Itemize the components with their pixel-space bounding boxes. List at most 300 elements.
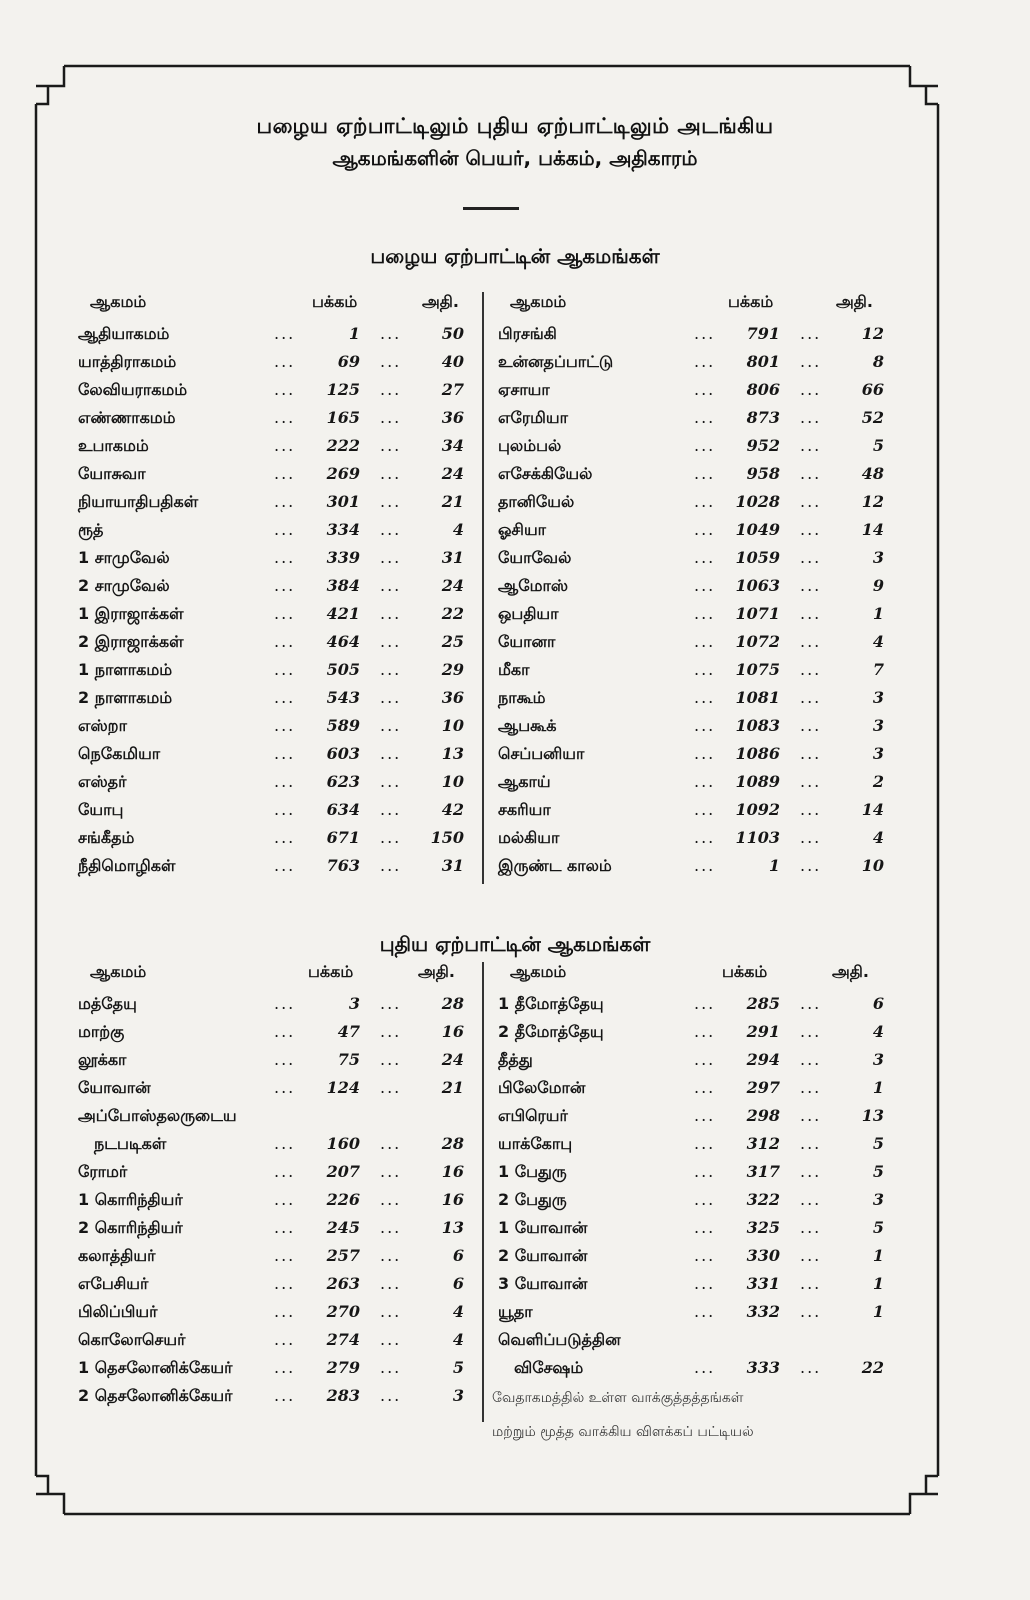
page-number: 332 xyxy=(746,1302,780,1321)
leader-dots: ... xyxy=(694,1190,716,1209)
page-number: 603 xyxy=(326,744,360,763)
table-row xyxy=(492,1130,887,1158)
table-row xyxy=(492,1326,887,1354)
table-row xyxy=(492,544,887,572)
book-name: ஆதியாகமம் xyxy=(78,324,170,343)
chapter-count: 5 xyxy=(872,1162,884,1181)
chapter-count: 34 xyxy=(441,436,464,455)
page-number: 958 xyxy=(746,464,780,483)
leader-dots: ... xyxy=(800,464,822,483)
book-name: எசேக்கியேல் xyxy=(498,464,593,483)
leader-dots: ... xyxy=(274,994,296,1013)
chapter-count: 36 xyxy=(441,408,464,427)
table-row xyxy=(72,1130,467,1158)
page-number: 1081 xyxy=(735,688,780,707)
leader-dots: ... xyxy=(694,828,716,847)
table-row xyxy=(492,1298,887,1326)
leader-dots: ... xyxy=(380,688,402,707)
page-title-line-1: பழைய ஏற்பாட்டிலும் புதிய ஏற்பாட்டிலும் அடங்கிய xyxy=(256,114,774,138)
leader-dots: ... xyxy=(694,520,716,539)
page-number: 75 xyxy=(337,1050,360,1069)
leader-dots: ... xyxy=(274,688,296,707)
leader-dots: ... xyxy=(274,1050,296,1069)
book-name: தானியேல் xyxy=(498,492,575,511)
leader-dots: ... xyxy=(800,548,822,567)
column-header-book: ஆகமம் xyxy=(90,962,147,981)
leader-dots: ... xyxy=(274,828,296,847)
leader-dots: ... xyxy=(274,856,296,875)
leader-dots: ... xyxy=(274,548,296,567)
leader-dots: ... xyxy=(800,408,822,427)
book-name: புலம்பல் xyxy=(498,436,562,455)
table-row xyxy=(492,1242,887,1270)
book-name: நியாயாதிபதிகள் xyxy=(78,492,199,511)
page-number: 270 xyxy=(326,1302,360,1321)
leader-dots: ... xyxy=(274,352,296,371)
leader-dots: ... xyxy=(380,1386,402,1405)
leader-dots: ... xyxy=(380,492,402,511)
chapter-count: 7 xyxy=(872,660,884,679)
table-row xyxy=(72,376,467,404)
table-row xyxy=(492,1074,887,1102)
chapter-count: 1 xyxy=(872,1246,884,1265)
chapter-count: 13 xyxy=(441,744,464,763)
leader-dots: ... xyxy=(694,1358,716,1377)
chapter-count: 12 xyxy=(861,324,884,343)
chapter-count: 10 xyxy=(861,856,884,875)
book-name: 2 பேதுரு xyxy=(498,1190,567,1209)
page-number: 334 xyxy=(326,520,360,539)
chapter-count: 5 xyxy=(872,1134,884,1153)
chapter-count: 1 xyxy=(872,604,884,623)
page-number: 274 xyxy=(326,1330,360,1349)
leader-dots: ... xyxy=(694,1078,716,1097)
column-header-chapters: அதி. xyxy=(832,962,869,981)
book-name: தீத்து xyxy=(498,1050,533,1069)
chapter-count: 13 xyxy=(441,1218,464,1237)
table-row xyxy=(492,348,887,376)
book-name: சகரியா xyxy=(498,800,551,819)
page-number: 330 xyxy=(746,1246,780,1265)
leader-dots: ... xyxy=(800,1274,822,1293)
table-row xyxy=(492,376,887,404)
chapter-count: 28 xyxy=(441,1134,464,1153)
book-name: 1 இராஜாக்கள் xyxy=(78,604,184,623)
page-number: 1 xyxy=(768,856,780,875)
leader-dots: ... xyxy=(380,436,402,455)
leader-dots: ... xyxy=(380,1134,402,1153)
leader-dots: ... xyxy=(694,576,716,595)
leader-dots: ... xyxy=(380,408,402,427)
book-name: ஏசாயா xyxy=(498,380,550,399)
table-row xyxy=(72,740,467,768)
page-number: 124 xyxy=(326,1078,360,1097)
page-number: 279 xyxy=(326,1358,360,1377)
leader-dots: ... xyxy=(694,772,716,791)
table-row xyxy=(72,990,467,1018)
book-name: எபிரெயர் xyxy=(498,1106,568,1125)
leader-dots: ... xyxy=(380,632,402,651)
footer-note-line-2: மற்றும் மூத்த வாக்கிய விளக்கப் பட்டியல் xyxy=(492,1424,754,1440)
column-divider xyxy=(482,292,484,884)
table-row xyxy=(72,1074,467,1102)
page-number: 1063 xyxy=(735,576,780,595)
page-number: 222 xyxy=(326,436,360,455)
leader-dots: ... xyxy=(800,856,822,875)
chapter-count: 27 xyxy=(441,380,464,399)
leader-dots: ... xyxy=(380,1162,402,1181)
leader-dots: ... xyxy=(800,1050,822,1069)
leader-dots: ... xyxy=(694,380,716,399)
book-name: மீகா xyxy=(498,660,530,679)
table-row xyxy=(72,684,467,712)
page-number: 1059 xyxy=(735,548,780,567)
book-name: 2 கொரிந்தியர் xyxy=(78,1218,183,1237)
chapter-count: 42 xyxy=(441,800,464,819)
leader-dots: ... xyxy=(694,324,716,343)
book-name: லூக்கா xyxy=(78,1050,127,1069)
page-number: 623 xyxy=(326,772,360,791)
book-name: விசேஷம் xyxy=(514,1358,584,1377)
page-number: 505 xyxy=(326,660,360,679)
leader-dots: ... xyxy=(274,464,296,483)
chapter-count: 14 xyxy=(861,800,884,819)
table-row xyxy=(72,516,467,544)
footer-note-line-1: வேதாகமத்தில் உள்ள வாக்குத்தத்தங்கள் xyxy=(492,1390,744,1406)
chapter-count: 150 xyxy=(430,828,464,847)
leader-dots: ... xyxy=(694,1162,716,1181)
leader-dots: ... xyxy=(694,744,716,763)
table-row xyxy=(72,628,467,656)
book-name: யோசுவா xyxy=(78,464,146,483)
page-number: 291 xyxy=(746,1022,780,1041)
leader-dots: ... xyxy=(380,1274,402,1293)
book-name: யாத்திராகமம் xyxy=(78,352,177,371)
column-header-book: ஆகமம் xyxy=(510,292,567,311)
book-name: 2 நாளாகமம் xyxy=(78,688,173,707)
new-testament-heading: புதிய ஏற்பாட்டின் ஆகமங்கள் xyxy=(379,932,651,956)
table-row xyxy=(72,1158,467,1186)
chapter-count: 10 xyxy=(441,772,464,791)
leader-dots: ... xyxy=(274,1022,296,1041)
page-number: 245 xyxy=(326,1218,360,1237)
leader-dots: ... xyxy=(274,436,296,455)
book-name: இருண்ட காலம் xyxy=(498,856,612,875)
page-number: 763 xyxy=(326,856,360,875)
table-row xyxy=(72,1326,467,1354)
table-row xyxy=(72,1214,467,1242)
leader-dots: ... xyxy=(274,1218,296,1237)
leader-dots: ... xyxy=(800,744,822,763)
leader-dots: ... xyxy=(800,1218,822,1237)
leader-dots: ... xyxy=(800,576,822,595)
old-testament-heading: பழைய ஏற்பாட்டின் ஆகமங்கள் xyxy=(370,244,660,268)
table-row xyxy=(492,1158,887,1186)
leader-dots: ... xyxy=(694,464,716,483)
page-number: 294 xyxy=(746,1050,780,1069)
table-row xyxy=(492,684,887,712)
page-number: 207 xyxy=(326,1162,360,1181)
leader-dots: ... xyxy=(694,994,716,1013)
page-number: 301 xyxy=(326,492,360,511)
page-number: 1049 xyxy=(735,520,780,539)
leader-dots: ... xyxy=(800,352,822,371)
leader-dots: ... xyxy=(380,464,402,483)
leader-dots: ... xyxy=(274,1386,296,1405)
table-row xyxy=(72,796,467,824)
book-name: பிலேமோன் xyxy=(498,1078,586,1097)
chapter-count: 66 xyxy=(861,380,884,399)
book-name: யோபு xyxy=(78,800,124,819)
page-number: 791 xyxy=(746,324,780,343)
page-number: 421 xyxy=(326,604,360,623)
table-row xyxy=(72,712,467,740)
table-row xyxy=(492,460,887,488)
leader-dots: ... xyxy=(380,1190,402,1209)
leader-dots: ... xyxy=(380,744,402,763)
chapter-count: 4 xyxy=(452,520,464,539)
leader-dots: ... xyxy=(694,632,716,651)
leader-dots: ... xyxy=(380,1078,402,1097)
chapter-count: 4 xyxy=(872,828,884,847)
table-row xyxy=(492,656,887,684)
column-header-page: பக்கம் xyxy=(722,962,768,981)
table-row xyxy=(492,320,887,348)
leader-dots: ... xyxy=(380,520,402,539)
page-number: 1028 xyxy=(735,492,780,511)
book-name: 2 தெசலோனிக்கேயர் xyxy=(78,1386,233,1405)
chapter-count: 4 xyxy=(452,1302,464,1321)
leader-dots: ... xyxy=(274,1078,296,1097)
chapter-count: 4 xyxy=(872,632,884,651)
leader-dots: ... xyxy=(274,1190,296,1209)
page-number: 384 xyxy=(326,576,360,595)
table-row xyxy=(492,1214,887,1242)
leader-dots: ... xyxy=(800,772,822,791)
chapter-count: 21 xyxy=(441,492,464,511)
page-number: 873 xyxy=(746,408,780,427)
table-row xyxy=(72,572,467,600)
page-number: 1072 xyxy=(735,632,780,651)
page-number: 331 xyxy=(746,1274,780,1293)
page-number: 1089 xyxy=(735,772,780,791)
chapter-count: 25 xyxy=(441,632,464,651)
book-name: சங்கீதம் xyxy=(78,828,135,847)
chapter-count: 16 xyxy=(441,1162,464,1181)
table-row xyxy=(492,1102,887,1130)
leader-dots: ... xyxy=(800,1246,822,1265)
page-number: 263 xyxy=(326,1274,360,1293)
table-row xyxy=(492,712,887,740)
leader-dots: ... xyxy=(800,1022,822,1041)
chapter-count: 12 xyxy=(861,492,884,511)
leader-dots: ... xyxy=(274,800,296,819)
chapter-count: 3 xyxy=(872,548,884,567)
leader-dots: ... xyxy=(800,1302,822,1321)
book-name: ஒபதியா xyxy=(498,604,559,623)
leader-dots: ... xyxy=(694,352,716,371)
chapter-count: 3 xyxy=(872,744,884,763)
table-row xyxy=(492,1046,887,1074)
leader-dots: ... xyxy=(694,548,716,567)
chapter-count: 3 xyxy=(872,716,884,735)
chapter-count: 10 xyxy=(441,716,464,735)
table-row xyxy=(72,1046,467,1074)
leader-dots: ... xyxy=(694,1050,716,1069)
book-name: 1 பேதுரு xyxy=(498,1162,567,1181)
table-row xyxy=(492,600,887,628)
chapter-count: 5 xyxy=(872,436,884,455)
leader-dots: ... xyxy=(274,604,296,623)
column-header-book: ஆகமம் xyxy=(90,292,147,311)
book-name: நெகேமியா xyxy=(78,744,161,763)
column-header-chapters: அதி. xyxy=(418,962,455,981)
leader-dots: ... xyxy=(274,408,296,427)
book-name: எஸ்றா xyxy=(78,716,127,735)
leader-dots: ... xyxy=(800,994,822,1013)
leader-dots: ... xyxy=(380,660,402,679)
page-number: 269 xyxy=(326,464,360,483)
book-name: 2 யோவான் xyxy=(498,1246,588,1265)
chapter-count: 29 xyxy=(441,660,464,679)
book-name: பிலிப்பியர் xyxy=(78,1302,158,1321)
chapter-count: 52 xyxy=(861,408,884,427)
book-name: ரூத் xyxy=(78,520,104,539)
leader-dots: ... xyxy=(380,1330,402,1349)
table-row xyxy=(492,432,887,460)
leader-dots: ... xyxy=(274,1330,296,1349)
page-number: 285 xyxy=(746,994,780,1013)
table-row xyxy=(492,1354,887,1382)
leader-dots: ... xyxy=(274,1162,296,1181)
book-name: யோவான் xyxy=(78,1078,151,1097)
page-number: 297 xyxy=(746,1078,780,1097)
chapter-count: 24 xyxy=(441,576,464,595)
leader-dots: ... xyxy=(800,1162,822,1181)
book-name: 1 தெசலோனிக்கேயர் xyxy=(78,1358,233,1377)
leader-dots: ... xyxy=(800,1134,822,1153)
leader-dots: ... xyxy=(800,380,822,399)
chapter-count: 3 xyxy=(872,688,884,707)
chapter-count: 13 xyxy=(861,1106,884,1125)
leader-dots: ... xyxy=(274,1302,296,1321)
leader-dots: ... xyxy=(274,1358,296,1377)
column-header-chapters: அதி. xyxy=(422,292,459,311)
leader-dots: ... xyxy=(694,604,716,623)
leader-dots: ... xyxy=(380,1022,402,1041)
book-name: ஓசியா xyxy=(498,520,547,539)
column-header-chapters: அதி. xyxy=(836,292,873,311)
column-header-page: பக்கம் xyxy=(728,292,774,311)
book-name: 1 தீமோத்தேயு xyxy=(498,994,604,1013)
leader-dots: ... xyxy=(380,772,402,791)
book-name: உபாகமம் xyxy=(78,436,149,455)
page-number: 325 xyxy=(746,1218,780,1237)
leader-dots: ... xyxy=(800,604,822,623)
chapter-count: 36 xyxy=(441,688,464,707)
chapter-count: 21 xyxy=(441,1078,464,1097)
leader-dots: ... xyxy=(274,492,296,511)
page-number: 257 xyxy=(326,1246,360,1265)
table-row xyxy=(72,1382,467,1410)
leader-dots: ... xyxy=(800,688,822,707)
leader-dots: ... xyxy=(274,772,296,791)
chapter-count: 1 xyxy=(872,1274,884,1293)
leader-dots: ... xyxy=(800,436,822,455)
chapter-count: 16 xyxy=(441,1190,464,1209)
page-number: 165 xyxy=(326,408,360,427)
book-name: யோவேல் xyxy=(498,548,572,567)
page-number: 1083 xyxy=(735,716,780,735)
leader-dots: ... xyxy=(800,660,822,679)
table-row xyxy=(72,1018,467,1046)
chapter-count: 22 xyxy=(441,604,464,623)
page-number: 317 xyxy=(746,1162,780,1181)
book-name: செப்பனியா xyxy=(498,744,585,763)
table-row xyxy=(492,990,887,1018)
chapter-count: 14 xyxy=(861,520,884,539)
book-name: 1 நாளாகமம் xyxy=(78,660,173,679)
book-name: 2 இராஜாக்கள் xyxy=(78,632,184,651)
book-name: பிரசங்கி xyxy=(498,324,557,343)
leader-dots: ... xyxy=(800,716,822,735)
book-name: நீதிமொழிகள் xyxy=(78,856,176,875)
table-row xyxy=(492,1018,887,1046)
page-number: 1086 xyxy=(735,744,780,763)
chapter-count: 40 xyxy=(441,352,464,371)
book-name: கலாத்தியர் xyxy=(78,1246,156,1265)
leader-dots: ... xyxy=(274,744,296,763)
leader-dots: ... xyxy=(380,576,402,595)
table-row xyxy=(72,1242,467,1270)
chapter-count: 1 xyxy=(872,1078,884,1097)
leader-dots: ... xyxy=(274,324,296,343)
book-name: லேவியராகமம் xyxy=(78,380,188,399)
book-name: ஆமோஸ் xyxy=(498,576,569,595)
chapter-count: 5 xyxy=(452,1358,464,1377)
table-row xyxy=(492,628,887,656)
table-row xyxy=(72,1186,467,1214)
table-row xyxy=(72,348,467,376)
book-name: நாகூம் xyxy=(498,688,546,707)
page-number: 312 xyxy=(746,1134,780,1153)
book-name: ஆபகூக் xyxy=(498,716,557,735)
chapter-count: 16 xyxy=(441,1022,464,1041)
leader-dots: ... xyxy=(380,324,402,343)
table-row xyxy=(492,796,887,824)
book-name: எண்ணாகமம் xyxy=(78,408,176,427)
chapter-count: 6 xyxy=(872,994,884,1013)
table-row xyxy=(492,740,887,768)
book-name: 1 யோவான் xyxy=(498,1218,588,1237)
table-row xyxy=(492,488,887,516)
page-number: 322 xyxy=(746,1190,780,1209)
leader-dots: ... xyxy=(694,716,716,735)
chapter-count: 3 xyxy=(872,1050,884,1069)
page-number: 589 xyxy=(326,716,360,735)
chapter-count: 1 xyxy=(872,1302,884,1321)
book-name: 3 யோவான் xyxy=(498,1274,588,1293)
leader-dots: ... xyxy=(694,800,716,819)
table-row xyxy=(492,1186,887,1214)
table-row xyxy=(492,852,887,880)
table-row xyxy=(72,488,467,516)
book-name: மல்கியா xyxy=(498,828,560,847)
leader-dots: ... xyxy=(380,828,402,847)
page-title-line-2: ஆகமங்களின் பெயர், பக்கம், அதிகாரம் xyxy=(332,146,698,170)
chapter-count: 50 xyxy=(441,324,464,343)
table-row xyxy=(72,852,467,880)
